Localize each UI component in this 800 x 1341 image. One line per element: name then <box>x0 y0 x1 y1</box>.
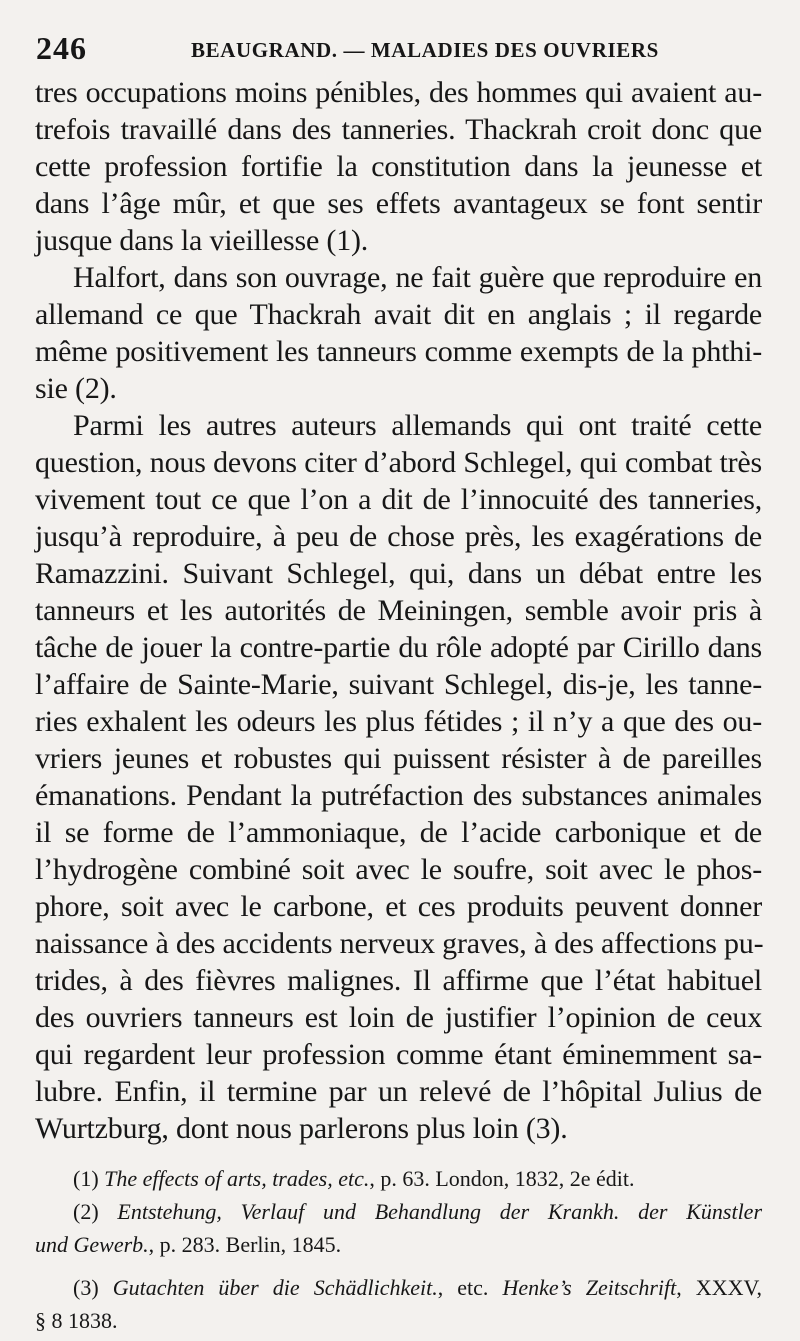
footnote-3-cont: § 8 1838. <box>35 1308 118 1333</box>
text-line: vivement tout ce que l’on a dit de l’innocuité des tanneries, <box>35 483 762 516</box>
footnote-text: , p. 63. London, 1832, 2e édit. <box>369 1166 635 1191</box>
footnote-text: , p. 283. Berlin, 1845. <box>148 1232 342 1257</box>
footnote-text: , etc. <box>437 1275 489 1300</box>
text-line: naissance à des accidents nerveux graves, à des affections pu- <box>35 927 764 960</box>
text-line: vriers jeunes et robustes qui puissent résister à de pareilles <box>35 742 762 775</box>
footnote-mark: (3) <box>73 1275 99 1300</box>
text-line: allemand ce que Thackrah avait dit en anglais ; il regarde <box>35 298 762 331</box>
footnote-mark: (2) <box>73 1199 99 1224</box>
footnote-3 <box>35 1271 762 1304</box>
text-line: phore, soit avec le carbone, et ces produits peuvent donner <box>35 890 762 923</box>
text-line: Halfort, dans son ouvrage, ne fait guère que reproduire en <box>73 261 762 294</box>
text-line: cette profession fortifie la constitution dans la jeunesse et <box>35 150 762 183</box>
text-line: dans l’âge mûr, et que ses effets avantageux se font sentir <box>35 187 762 220</box>
page-number: 246 <box>36 30 87 66</box>
footnote-text: , XXXV, <box>676 1275 763 1300</box>
text-line: des ouvriers tanneurs est loin de justifier l’opinion de ceux <box>35 1001 762 1034</box>
text-line: Ramazzini. Suivant Schlegel, qui, dans un débat entre les <box>35 557 762 590</box>
footnote-2-cont <box>35 1228 762 1261</box>
text-line: lubre. Enfin, il termine par un relevé de l’hôpital Julius de <box>35 1075 762 1108</box>
text-line: jusque dans la vieillesse (1). <box>35 224 369 257</box>
main-text <box>35 74 762 1147</box>
footnote-journal: Henke’s Zeitschrift <box>502 1275 677 1300</box>
text-line: trefois travaillé dans des tanneries. Thackrah croit donc que <box>35 113 762 146</box>
footnote-mark: (1) <box>73 1166 99 1191</box>
text-line: l’affaire de Sainte-Marie, suivant Schlegel, dis-je, les tanne- <box>35 668 762 701</box>
text-line: qui regardent leur profession comme étant éminemment sa- <box>35 1038 762 1071</box>
text-line: question, nous devons citer d’abord Schlegel, qui combat très <box>35 446 762 479</box>
text-line: même positivement les tanneurs comme exempts de la phthi- <box>35 335 762 368</box>
footnote-title: und Gewerb. <box>35 1232 149 1257</box>
text-line: tanneurs et les autorités de Meiningen, semble avoir pris à <box>35 594 762 627</box>
text-line: tres occupations moins pénibles, des hommes qui avaient au- <box>35 76 762 109</box>
footnote-title: Entstehung, Verlauf und Behandlung der Krankh. der Künstler <box>117 1199 763 1224</box>
text-line: l’hydrogène combiné soit avec le soufre, soit avec le phos- <box>35 853 762 886</box>
text-line: il se forme de l’ammoniaque, de l’acide carbonique et de <box>35 816 762 849</box>
text-line: sie (2). <box>35 372 117 405</box>
text-line: Wurtzburg, dont nous parlerons plus loin (3). <box>35 1112 568 1145</box>
text-line: ries exhalent les odeurs les plus fétides ; il n’y a que des ou- <box>35 705 762 738</box>
text-line: trides, à des fièvres malignes. Il affirme que l’état habituel <box>35 964 762 997</box>
footnote-1 <box>35 1162 762 1195</box>
text-line: tâche de jouer la contre-partie du rôle adopté par Cirillo dans <box>35 631 762 664</box>
footnote-title: Gutachten über die Schädlichkeit. <box>112 1275 438 1300</box>
footnotes <box>35 1162 762 1337</box>
text-line: émanations. Pendant la putréfaction des substances animales <box>35 779 762 812</box>
text-line: Parmi les autres auteurs allemands qui ont traité cette <box>73 409 762 442</box>
text-line: jusqu’à reproduire, à peu de chose près, les exagérations de <box>35 520 762 553</box>
running-title: BEAUGRAND. — MALADIES DES OUVRIERS <box>191 38 659 62</box>
running-header <box>36 30 774 70</box>
footnote-2 <box>35 1195 762 1228</box>
footnote-title: The effects of arts, trades, etc. <box>104 1166 370 1191</box>
